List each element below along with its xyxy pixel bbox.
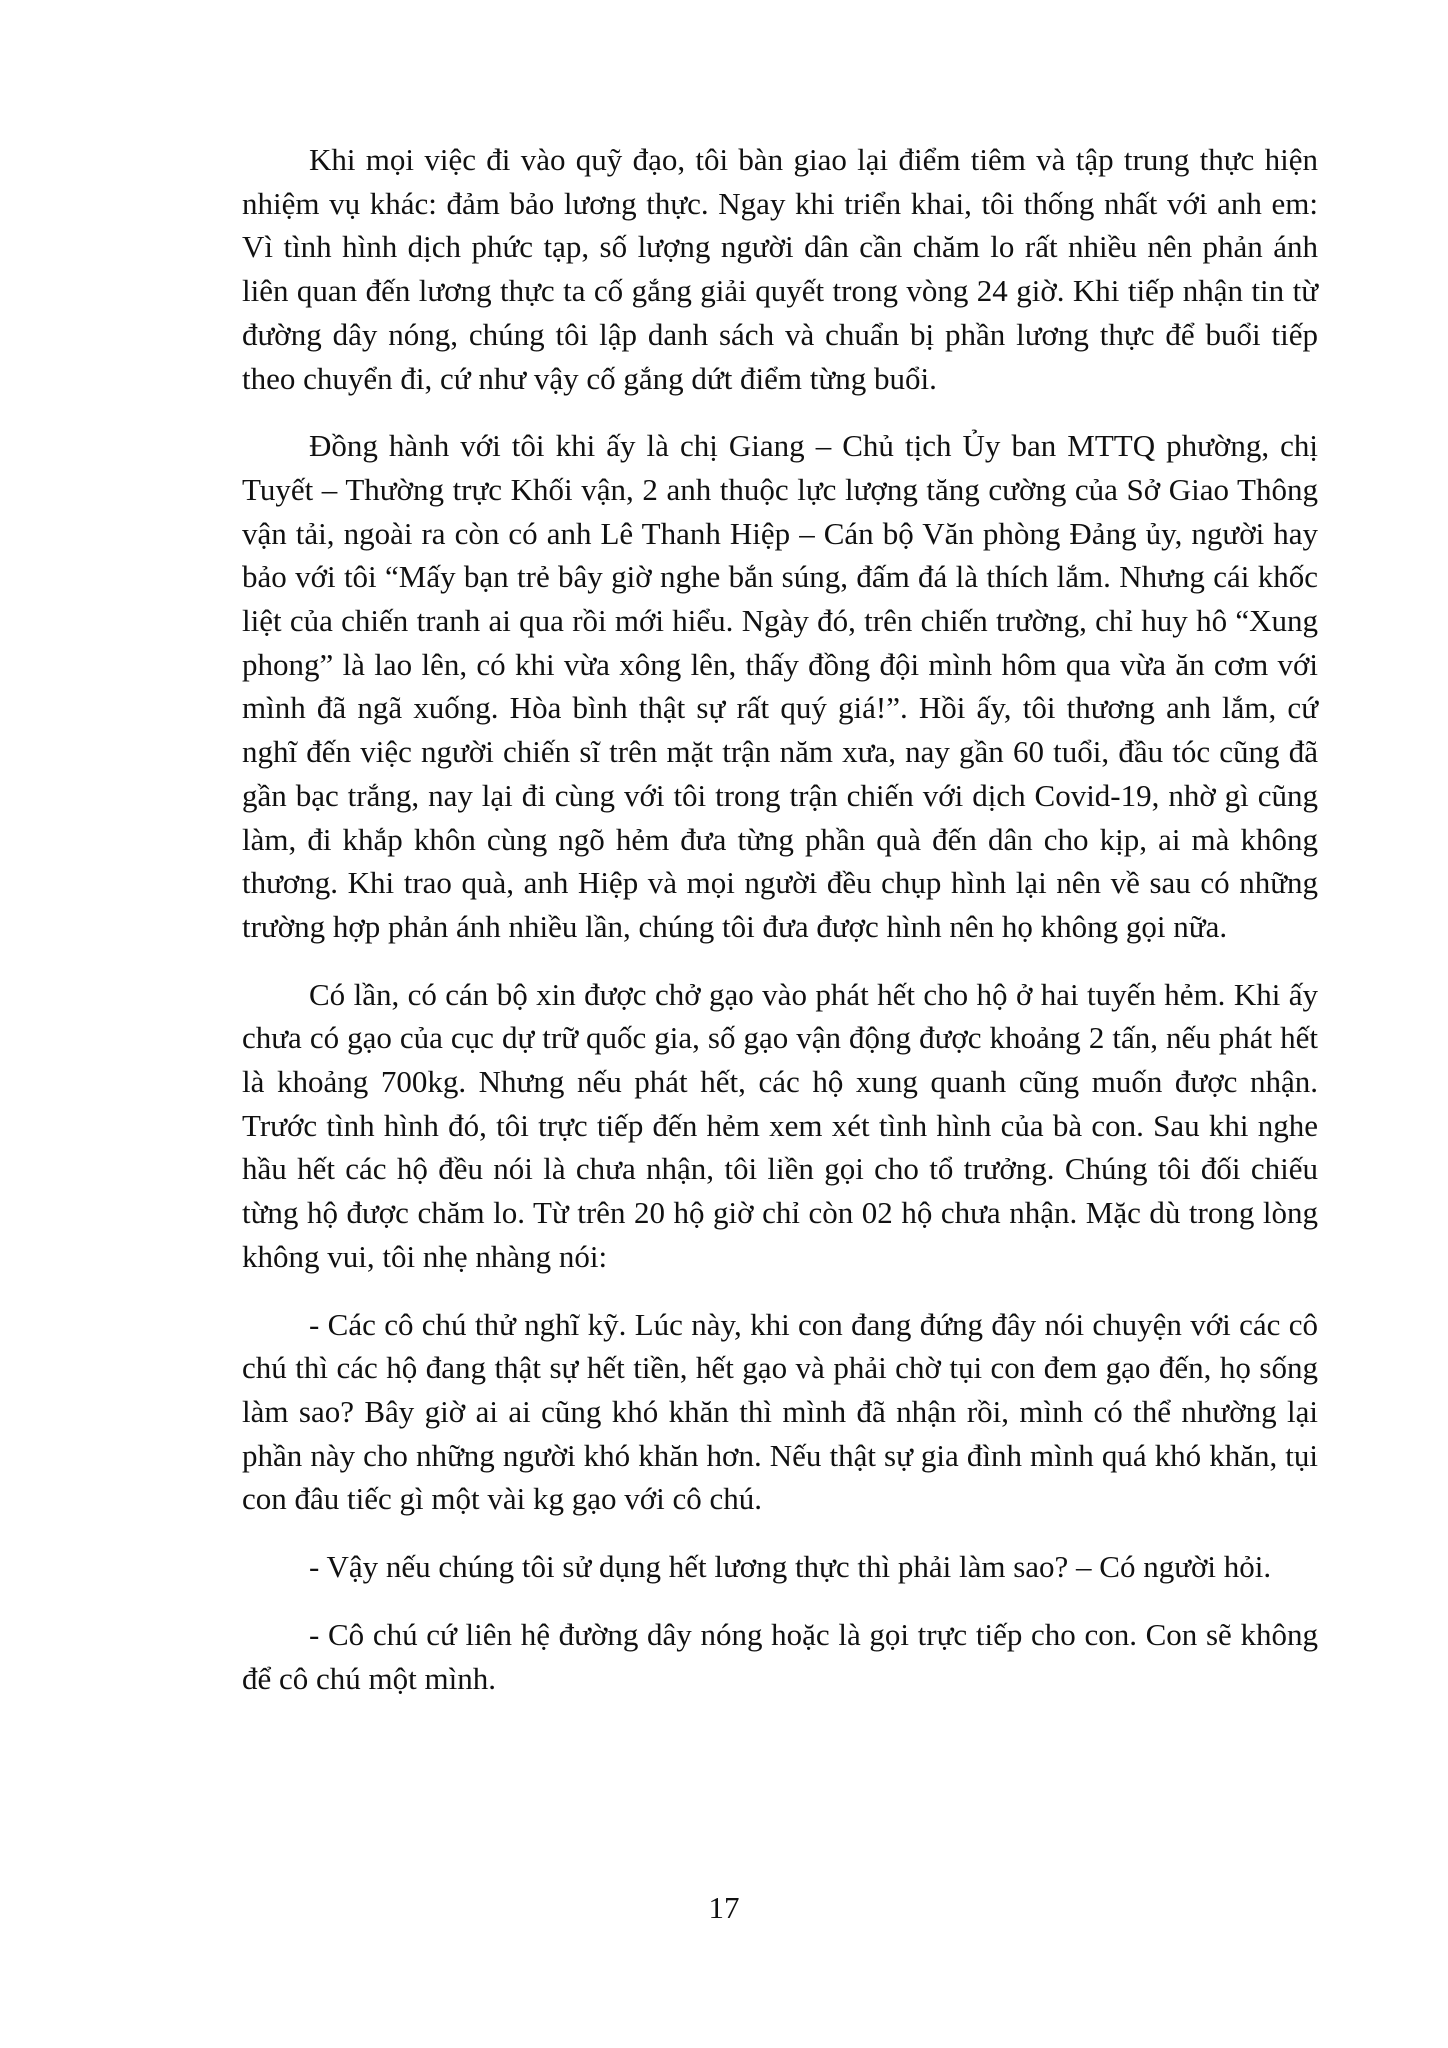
paragraph-3: Có lần, có cán bộ xin được chở gạo vào phát hết cho hộ ở hai tuyến hẻm. Khi ấy chưa có gạo của cục dự trữ quốc gia, số gạo vận động được khoảng 2 tấn, nếu phát hết là khoảng 700kg. Nhưng nếu phát hết, các hộ xung quanh cũng muốn được nhận. Trước tình hình đó, tôi trực tiếp đến hẻm xem xét tình hình của bà con. Sau khi nghe hầu hết các hộ đều nói là chưa nhận, tôi liền gọi cho tổ trưởng. Chúng tôi đối chiếu từng hộ được chăm lo. Từ trên 20 hộ giờ chỉ còn 02 hộ chưa nhận. Mặc dù trong lòng không vui, tôi nhẹ nhàng nói:	[242, 976, 1318, 1274]
page-number: 17	[708, 1890, 740, 1925]
paragraph-5: - Vậy nếu chúng tôi sử dụng hết lương thực thì phải làm sao? – Có người hỏi.	[309, 1549, 1272, 1585]
paragraph-6: - Cô chú cứ liên hệ đường dây nóng hoặc là gọi trực tiếp cho con. Con sẽ không để cô chú một mình.	[242, 1616, 1318, 1696]
paragraph-1: Khi mọi việc đi vào quỹ đạo, tôi bàn giao lại điểm tiêm và tập trung thực hiện nhiệm vụ khác: đảm bảo lương thực. Ngay khi triển khai, tôi thống nhất với anh em: Vì tình hình dịch phức tạp, số lượng người dân cần chăm lo rất nhiều nên phản ánh liên quan đến lương thực ta cố gắng giải quyết trong vòng 24 giờ. Khi tiếp nhận tin từ đường dây nóng, chúng tôi lập danh sách và chuẩn bị phần lương thực để buổi tiếp theo chuyển đi, cứ như vậy cố gắng dứt điểm từng buổi.	[242, 142, 1318, 396]
paragraph-4: - Các cô chú thử nghĩ kỹ. Lúc này, khi con đang đứng đây nói chuyện với các cô chú thì các hộ đang thật sự hết tiền, hết gạo và phải chờ tụi con đem gạo đến, họ sống làm sao? Bây giờ ai ai cũng khó khăn thì mình đã nhận rồi, mình có thể nhường lại phần này cho những người khó khăn hơn. Nếu thật sự gia đình mình quá khó khăn, tụi con đâu tiếc gì một vài kg gạo với cô chú.	[242, 1306, 1318, 1517]
paragraph-2: Đồng hành với tôi khi ấy là chị Giang – Chủ tịch Ủy ban MTTQ phường, chị Tuyết – Thường trực Khối vận, 2 anh thuộc lực lượng tăng cường của Sở Giao Thông vận tải, ngoài ra còn có anh Lê Thanh Hiệp – Cán bộ Văn phòng Đảng ủy, người hay bảo với tôi “Mấy bạn trẻ bây giờ nghe bắn súng, đấm đá là thích lắm. Nhưng cái khốc liệt của chiến tranh ai qua rồi mới hiểu. Ngày đó, trên chiến trường, chỉ huy hô “Xung phong” là lao lên, có khi vừa xông lên, thấy đồng đội mình hôm qua vừa ăn cơm với mình đã ngã xuống. Hòa bình thật sự rất quý giá!”. Hồi ấy, tôi thương anh lắm, cứ nghĩ đến việc người chiến sĩ trên mặt trận năm xưa, nay gần 60 tuổi, đầu tóc cũng đã gần bạc trắng, nay lại đi cùng với tôi trong trận chiến với dịch Covid-19, nhờ gì cũng làm, đi khắp khôn cùng ngõ hẻm đưa từng phần quà đến dân cho kịp, ai mà không thương. Khi trao quà, anh Hiệp và mọi người đều chụp hình lại nên về sau có những trường hợp phản ánh nhiều lần, chúng tôi đưa được hình nên họ không gọi nữa.	[242, 428, 1318, 944]
document-page	[242, 138, 1318, 1724]
